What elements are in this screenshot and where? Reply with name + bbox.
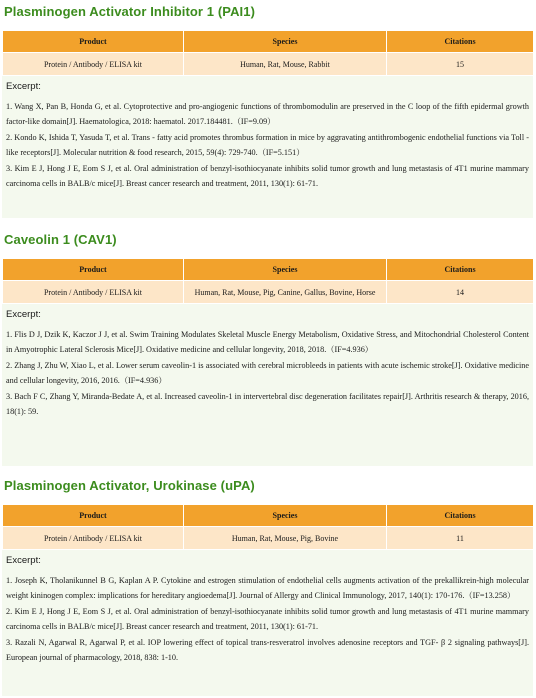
cell-product: Protein / Antibody / ELISA kit bbox=[3, 53, 184, 76]
cell-citations: 14 bbox=[387, 281, 534, 304]
cell-product: Protein / Antibody / ELISA kit bbox=[3, 281, 184, 304]
header-citations: Citations bbox=[387, 31, 534, 53]
table-row bbox=[3, 53, 534, 76]
excerpt-box bbox=[2, 76, 533, 218]
product-table bbox=[2, 30, 534, 76]
reference-item: 2. Zhang J, Zhu W, Xiao L, et al. Lower serum caveolin-1 is associated with cerebral microbleeds in patients with acute ischemic stroke[J]. Oxidative medicine and cellular longevity, 2016, 2016.（IF=4.936） bbox=[6, 361, 529, 385]
section-title: Plasminogen Activator, Urokinase (uPA) bbox=[4, 478, 255, 493]
header-citations: Citations bbox=[387, 259, 534, 281]
header-citations: Citations bbox=[387, 505, 534, 527]
cell-species: Human, Rat, Mouse, Pig, Bovine bbox=[184, 527, 387, 550]
table-header-row bbox=[3, 259, 534, 281]
header-product: Product bbox=[3, 259, 184, 281]
table-row bbox=[3, 527, 534, 550]
cell-species: Human, Rat, Mouse, Pig, Canine, Gallus, Bovine, Horse bbox=[184, 281, 387, 304]
reference-item: 3. Bach F C, Zhang Y, Miranda-Bedate A, et al. Increased caveolin-1 in intervertebral disc degeneration facilitates repair[J]. Arthritis research & therapy, 2016, 18(1): 59. bbox=[6, 392, 529, 416]
reference-item: 1. Flis D J, Dzik K, Kaczor J J, et al. Swim Training Modulates Skeletal Muscle Energy Metabolism, Oxidative Stress, and Mitochondrial Cholesterol Content in Amyotrophic Lateral Sclerosis Mice[J]. Oxidative medicine and cellular longevity, 2018, 2018.（IF=4.936） bbox=[6, 330, 529, 354]
reference-item: 1. Joseph K, Tholanikunnel B G, Kaplan A P. Cytokine and estrogen stimulation of endothelial cells augments activation of the prekallikrein-high molecular weight kininogen complex: implications for hereditary angioedema[J]. Journal of Allergy and Clinical Immunology, 2017, 140(1): 170-176.（IF=13.258） bbox=[6, 576, 529, 600]
excerpt-box bbox=[2, 550, 533, 696]
cell-product: Protein / Antibody / ELISA kit bbox=[3, 527, 184, 550]
reference-item: 1. Wang X, Pan B, Honda G, et al. Cytoprotective and pro-angiogenic functions of thrombomodulin are preserved in the C loop of the fifth epidermal growth factor-like domain[J]. Haematologica, 2018: haematol. 2017.184481.（IF=9.09） bbox=[6, 102, 529, 126]
header-species: Species bbox=[184, 31, 387, 53]
reference-item: 2. Kondo K, Ishida T, Yasuda T, et al. Trans - fatty acid promotes thrombus formation in mice by aggravating antithrombogenic endothelial functions via Toll - like receptors[J]. Molecular nutrition & food research, 2015, 59(4): 729-740.（IF=5.151） bbox=[6, 133, 529, 157]
table-row bbox=[3, 281, 534, 304]
reference-item: 3. Kim E J, Hong J E, Eom S J, et al. Oral administration of benzyl-isothiocyanate inhibits solid tumor growth and lung metastasis of 4T1 murine mammary carcinoma cells in BALB/c mice[J]. Breast cancer research and treatment, 2011, 130(1): 61-71. bbox=[6, 164, 529, 188]
excerpt-label: Excerpt: bbox=[6, 81, 41, 92]
header-product: Product bbox=[3, 31, 184, 53]
excerpt-label: Excerpt: bbox=[6, 309, 41, 320]
cell-citations: 15 bbox=[387, 53, 534, 76]
table-header-row bbox=[3, 505, 534, 527]
reference-item: 3. Razali N, Agarwal R, Agarwal P, et al. IOP lowering effect of topical trans-resveratrol involves adenosine receptors and TGF- β 2 signaling pathways[J]. European journal of pharmacology, 2018, 838: 1-10. bbox=[6, 638, 529, 662]
reference-item: 2. Kim E J, Hong J E, Eom S J, et al. Oral administration of benzyl-isothiocyanate inhibits solid tumor growth and lung metastasis of 4T1 murine mammary carcinoma cells in BALB/c mice[J]. Breast cancer research and treatment, 2011, 130(1): 61-71. bbox=[6, 607, 529, 631]
excerpt-label: Excerpt: bbox=[6, 555, 41, 566]
product-table bbox=[2, 504, 534, 550]
cell-species: Human, Rat, Mouse, Rabbit bbox=[184, 53, 387, 76]
section-title: Plasminogen Activator Inhibitor 1 (PAI1) bbox=[4, 4, 256, 19]
product-table bbox=[2, 258, 534, 304]
header-species: Species bbox=[184, 259, 387, 281]
header-species: Species bbox=[184, 505, 387, 527]
table-header-row bbox=[3, 31, 534, 53]
cell-citations: 11 bbox=[387, 527, 534, 550]
excerpt-box bbox=[2, 304, 533, 466]
header-product: Product bbox=[3, 505, 184, 527]
section-title: Caveolin 1 (CAV1) bbox=[4, 232, 117, 247]
